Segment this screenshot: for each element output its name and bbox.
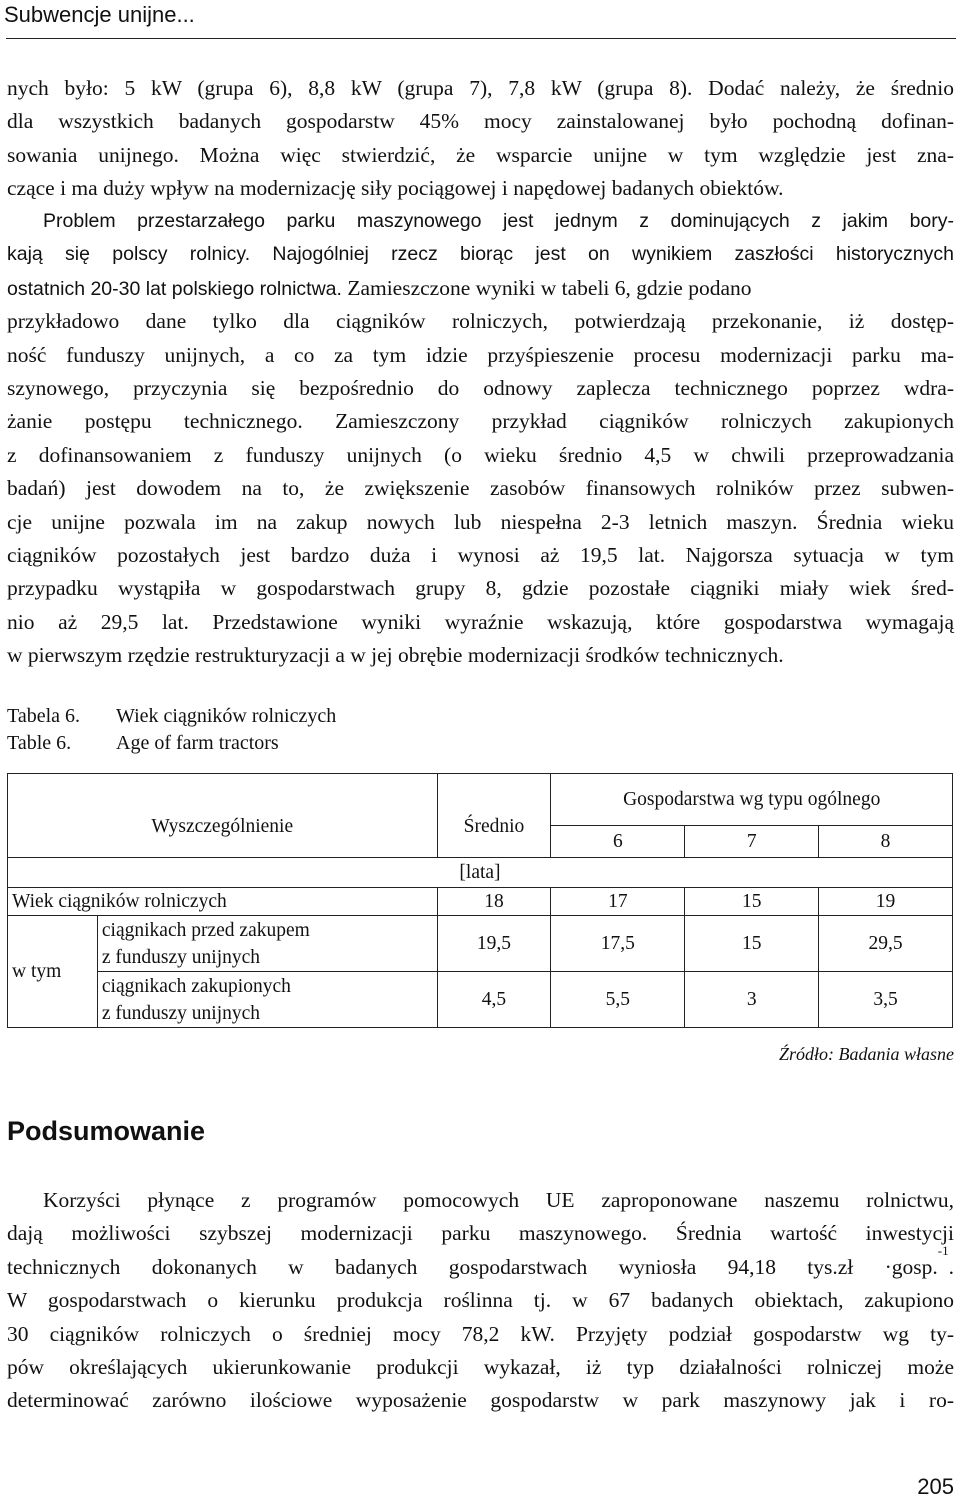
- row-label-line: z funduszy unijnych: [101, 1002, 261, 1024]
- table-cell: 19,5: [437, 916, 551, 972]
- table-source: Źródło: Badania własne: [778, 1044, 954, 1064]
- page-number: 205: [917, 1474, 954, 1499]
- text-line: pów określających ukierunkowanie produkcji wykazał, iż typ działalności rolniczej może: [7, 1354, 954, 1379]
- summary-paragraph: [7, 1184, 954, 1418]
- text-fragment: .: [948, 1254, 954, 1279]
- row-label: Wiek ciągników rolniczych: [8, 888, 438, 916]
- text-line: ność funduszy unijnych, a co za tym idzie przyśpieszenie procesu modernizacji parku ma-: [7, 342, 954, 367]
- caption-title: Age of farm tractors: [116, 732, 279, 754]
- header-rule: [6, 38, 956, 39]
- unit-cell: [lata]: [8, 858, 953, 888]
- text-line: determinować zarówno ilościowe wyposażenie gospodarstw w park maszynowy jak i ro-: [7, 1388, 954, 1413]
- text-line: nych było: 5 kW (grupa 6), 8,8 kW (grupa 7), 7,8 kW (grupa 8). Dodać należy, że średnio: [7, 76, 954, 100]
- text-line: przypadku wystąpiła w gospodarstwach grupy 8, gdzie pozostałe ciągniki miały wiek śred-: [7, 576, 954, 601]
- text-line: dają możliwości szybszej modernizacji parku maszynowego. Średnia wartość inwestycji: [7, 1221, 954, 1246]
- header-cell-group-number: 8: [819, 826, 953, 858]
- caption-title: Wiek ciągników rolniczych: [116, 705, 337, 727]
- text-line: z dofinansowaniem z funduszy unijnych (o wieku średnio 4,5 w chwili przeprowadzania: [7, 442, 954, 467]
- table-row: [8, 888, 953, 916]
- table-cell: 15: [685, 916, 819, 972]
- header-cell-group: Gospodarstwa wg typu ogólnego: [551, 774, 953, 826]
- table-caption-en: [7, 729, 279, 757]
- body-paragraph-2: [7, 205, 954, 672]
- row-label-line: ciągnikach zakupionych: [101, 975, 291, 997]
- table-cell: 5,5: [551, 972, 685, 1028]
- row-label: [97, 972, 437, 1028]
- table-header-row: [8, 774, 953, 826]
- text-line-mixed: [7, 272, 954, 305]
- text-line: przykładowo dane tylko dla ciągników rolniczych, potwierdzają przekonanie, iż dostęp-: [7, 309, 954, 334]
- caption-label: Table 6.: [7, 732, 72, 754]
- header-cell-item: Wyszczególnienie: [8, 774, 438, 858]
- text-line: 30 ciągników rolniczych o średniej mocy 78,2 kW. Przyjęty podział gospodarstw wg ty-: [7, 1321, 954, 1346]
- text-line: sowania unijnego. Można więc stwierdzić, że wsparcie unijne w tym względzie jest zna-: [7, 142, 954, 167]
- text-line-mixed: [7, 1242, 954, 1284]
- table-cell: 19: [819, 888, 953, 916]
- table-cell: 3: [685, 972, 819, 1028]
- superscript: -1: [937, 1242, 949, 1258]
- text-line: badań) jest dowodem na to, że zwiększenie zasobów finansowych rolników przez subwen-: [7, 476, 954, 501]
- data-table: [7, 773, 953, 1028]
- text-line: ciągników pozostałych jest bardzo duża i wynosi aż 19,5 lat. Najgorsza sytuacja w tym: [7, 542, 954, 567]
- text-line: Korzyści płynące z programów pomocowych UE zaproponowane naszemu rolnictwu,: [43, 1188, 954, 1212]
- row-label-line: z funduszy unijnych: [101, 946, 261, 968]
- table-cell: 18: [437, 888, 551, 916]
- header-cell-average: Średnio: [437, 774, 551, 858]
- text-fragment: ostatnich 20-30 lat polskiego rolnictwa.: [7, 277, 342, 300]
- header-cell-group-number: 6: [551, 826, 685, 858]
- text-line: kają się polscy rolnicy. Najogólniej rzecz biorąc jest on wynikiem zaszłości historycznych: [7, 243, 954, 266]
- table-caption-pl: [7, 702, 336, 730]
- table-cell: 4,5: [437, 972, 551, 1028]
- table-row: [8, 972, 953, 1028]
- body-paragraph-1: [7, 72, 954, 206]
- text-line: dla wszystkich badanych gospodarstw 45% mocy zainstalowanej było pochodną dofinan-: [7, 109, 954, 134]
- text-fragment: Zamieszczone wyniki w tabeli 6, gdzie podano: [341, 275, 752, 300]
- running-header: Subwencje unijne...: [4, 2, 195, 27]
- row-label-line: ciągnikach przed zakupem: [101, 919, 310, 941]
- row-group-label: w tym: [8, 916, 98, 1028]
- row-label: [97, 916, 437, 972]
- table-cell: 3,5: [819, 972, 953, 1028]
- table-row: [8, 916, 953, 972]
- text-line: szynowego, przyczynia się bezpośrednio do odnowy zaplecza technicznego poprzez wdra-: [7, 375, 954, 400]
- table-cell: 17,5: [551, 916, 685, 972]
- text-line: cje unijne pozwala im na zakup nowych lub niespełna 2-3 letnich maszyn. Średnia wieku: [7, 509, 954, 534]
- section-heading: Podsumowanie: [7, 1116, 206, 1146]
- table-cell: 29,5: [819, 916, 953, 972]
- table-cell: 15: [685, 888, 819, 916]
- text-line: nio aż 29,5 lat. Przedstawione wyniki wyraźnie wskazują, które gospodarstwa wymagają: [7, 609, 954, 634]
- table-unit-row: [8, 858, 953, 888]
- text-line: W gospodarstwach o kierunku produkcja roślinna tj. w 67 badanych obiektach, zakupiono: [7, 1288, 954, 1313]
- text-line: czące i ma duży wpływ na modernizację siły pociągowej i napędowej badanych obiektów.: [7, 176, 784, 201]
- text-fragment: technicznych dokonanych w badanych gospodarstwach wyniosła 94,18 tys.zł ·gosp.: [7, 1254, 938, 1279]
- text-line: Problem przestarzałego parku maszynowego jest jednym z dominujących z jakim bory-: [43, 210, 954, 232]
- text-line: w pierwszym rzędzie restrukturyzacji a w jej obrębie modernizacji środków technicznych.: [7, 643, 784, 668]
- header-cell-group-number: 7: [685, 826, 819, 858]
- caption-label: Tabela 6.: [7, 705, 81, 727]
- table-cell: 17: [551, 888, 685, 916]
- text-line: żanie postępu technicznego. Zamieszczony przykład ciągników rolniczych zakupionych: [7, 409, 954, 434]
